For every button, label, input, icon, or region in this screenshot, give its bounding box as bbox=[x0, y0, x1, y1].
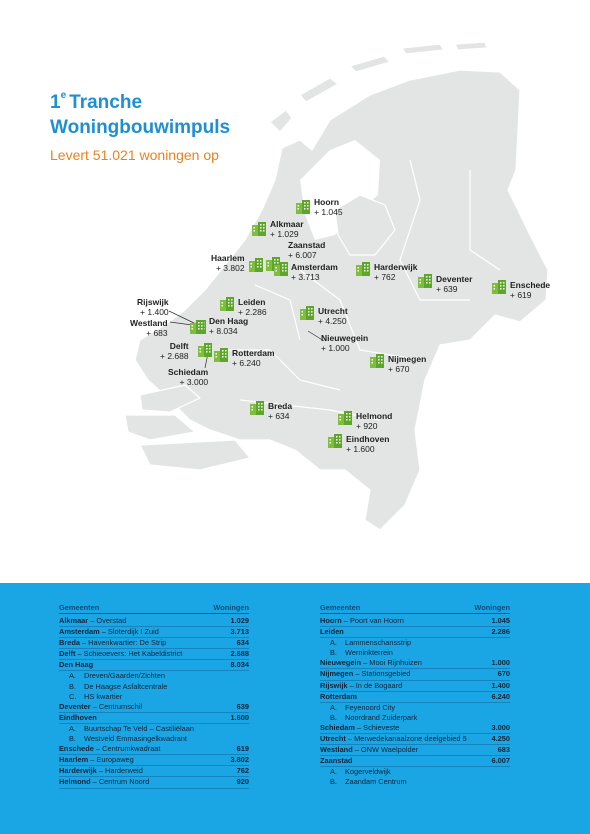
table-subrow bbox=[320, 648, 510, 658]
gemeente-cell bbox=[59, 766, 143, 776]
wadden-island bbox=[270, 110, 292, 132]
subrow-text: Noordrand Zuiderpark bbox=[345, 712, 418, 722]
housing-icon bbox=[252, 222, 266, 236]
table-row bbox=[59, 616, 249, 627]
city-name: Breda bbox=[268, 401, 293, 411]
gemeente-cell bbox=[59, 616, 126, 626]
gemeente-cell bbox=[59, 649, 182, 659]
gemeente-cell bbox=[59, 744, 160, 754]
subtitle: Levert 51.021 woningen op bbox=[50, 147, 219, 163]
city-label bbox=[137, 297, 169, 317]
subrow-text: Lammenschansstrip bbox=[345, 638, 412, 648]
woningen-cell: 3.000 bbox=[491, 722, 510, 732]
gemeente-name: Enschede bbox=[59, 744, 94, 754]
housing-icon bbox=[492, 280, 506, 294]
table-panel bbox=[0, 583, 590, 834]
table-row bbox=[320, 734, 510, 745]
subrow-key: B. bbox=[69, 734, 76, 744]
woningen-cell: 619 bbox=[236, 744, 249, 754]
gemeente-cell bbox=[59, 627, 159, 637]
city-label bbox=[268, 401, 292, 421]
gemeente-cell bbox=[320, 734, 467, 744]
table-row bbox=[59, 660, 249, 671]
housing-icon bbox=[328, 434, 342, 448]
woningen-cell: 1.045 bbox=[491, 616, 510, 625]
housing-icon bbox=[370, 354, 384, 368]
city-name: Nieuwegein bbox=[321, 333, 369, 343]
city-label bbox=[388, 354, 426, 374]
city-value: + 1.600 bbox=[346, 444, 375, 454]
header-woningen: Woningen bbox=[213, 603, 249, 612]
city-value: + 670 bbox=[388, 364, 410, 374]
city-name: Rijswijk bbox=[137, 297, 169, 307]
wadden-island bbox=[350, 56, 390, 72]
city-value: + 634 bbox=[268, 411, 290, 421]
city-name: Nijmegen bbox=[388, 354, 427, 364]
table-row bbox=[59, 777, 249, 788]
table-rows-left bbox=[59, 616, 249, 789]
woningen-cell: 634 bbox=[236, 638, 249, 648]
project-name: – Overstad bbox=[88, 616, 127, 625]
table-row bbox=[59, 638, 249, 649]
city-name: Delft bbox=[169, 341, 189, 351]
woningen-cell: 639 bbox=[236, 701, 249, 711]
gemeente-cell bbox=[59, 702, 142, 712]
city-name: Den Haag bbox=[209, 316, 249, 326]
city-value: + 6.240 bbox=[232, 358, 261, 368]
table-row bbox=[59, 649, 249, 660]
table-subrow bbox=[59, 671, 249, 681]
gemeente-name: Leiden bbox=[320, 627, 344, 637]
city-value: + 762 bbox=[374, 272, 396, 282]
city-label bbox=[209, 316, 248, 336]
gemeente-name: Westland bbox=[320, 745, 353, 755]
table-row bbox=[320, 745, 510, 756]
city-label bbox=[321, 333, 368, 353]
city-value: + 2.286 bbox=[238, 307, 267, 317]
subrow-text: Kogerveldwijk bbox=[345, 767, 391, 777]
city-label bbox=[160, 341, 189, 361]
gemeente-name: Den Haag bbox=[59, 660, 94, 670]
housing-icon bbox=[249, 258, 263, 272]
city-label bbox=[238, 297, 267, 317]
gemeente-name: Rotterdam bbox=[320, 691, 357, 701]
table-row bbox=[320, 723, 510, 734]
gemeente-name: Hoorn bbox=[320, 616, 342, 625]
subrow-text: Feyenoord City bbox=[345, 702, 396, 712]
gemeente-name: Utrecht bbox=[320, 734, 346, 744]
project-name: – Merwedekanaalzone deelgebied 5 bbox=[345, 734, 467, 744]
city-value: + 619 bbox=[510, 290, 532, 300]
woningen-cell: 762 bbox=[236, 766, 249, 776]
housing-icon bbox=[300, 306, 314, 320]
project-name: – Harderweid bbox=[96, 766, 143, 776]
city-value: + 3.713 bbox=[291, 272, 320, 282]
table-row bbox=[59, 627, 249, 638]
project-name: – In de Bogaard bbox=[347, 680, 403, 690]
city-label bbox=[288, 240, 325, 260]
housing-icon bbox=[190, 320, 204, 334]
housing-icon bbox=[274, 262, 288, 276]
gemeente-name: Haarlem bbox=[59, 755, 89, 765]
table-row bbox=[59, 755, 249, 766]
gemeente-name: Rijswijk bbox=[320, 680, 348, 690]
housing-icon bbox=[198, 343, 212, 357]
header-gemeenten: Gemeenten bbox=[59, 603, 100, 612]
table-row bbox=[59, 702, 249, 713]
project-name: – Centrumkwadraat bbox=[93, 744, 161, 754]
title-line2: Woningbouwimpuls bbox=[50, 117, 231, 138]
city-label bbox=[232, 348, 275, 368]
woningen-cell: 1.400 bbox=[491, 680, 510, 690]
woningen-cell: 6.240 bbox=[491, 691, 510, 701]
woningen-cell: 670 bbox=[497, 669, 510, 679]
housing-icon bbox=[338, 411, 352, 425]
woningen-cell: 683 bbox=[497, 745, 510, 755]
city-label bbox=[510, 280, 550, 300]
city-value: + 920 bbox=[356, 421, 378, 431]
table-row bbox=[59, 744, 249, 755]
gemeente-cell bbox=[320, 692, 357, 702]
gemeente-name: Schiedam bbox=[320, 722, 355, 732]
table-row bbox=[320, 756, 510, 767]
table-header bbox=[320, 603, 510, 614]
table-row bbox=[320, 692, 510, 703]
city-name: Zaanstad bbox=[288, 240, 326, 250]
gemeente-name: Nijmegen bbox=[320, 669, 354, 679]
gemeente-cell bbox=[320, 681, 402, 691]
housing-icon bbox=[418, 274, 432, 288]
city-name: Enschede bbox=[510, 280, 551, 290]
subrow-key: A. bbox=[330, 702, 337, 712]
gemeente-cell bbox=[320, 616, 404, 626]
subrow-text: Buurtschap Te Veld – Castiliëlaan bbox=[84, 723, 194, 733]
city-name: Eindhoven bbox=[346, 434, 390, 444]
table-column-left bbox=[59, 603, 249, 789]
table-header bbox=[59, 603, 249, 614]
woningen-cell: 1.000 bbox=[491, 658, 510, 668]
subrow-key: A. bbox=[330, 767, 337, 777]
city-name: Deventer bbox=[436, 274, 473, 284]
project-name: – Mooi Rijnhuizen bbox=[361, 658, 422, 668]
gemeente-cell bbox=[59, 660, 93, 670]
housing-icon bbox=[296, 200, 310, 214]
project-name: – Havenkwartier: De Strip bbox=[79, 638, 167, 648]
table-subrow bbox=[59, 724, 249, 734]
gemeente-name: Alkmaar bbox=[59, 616, 89, 625]
city-name: Utrecht bbox=[318, 306, 348, 316]
gemeente-name: Delft bbox=[59, 649, 76, 659]
housing-icon bbox=[356, 262, 370, 276]
table-row bbox=[320, 616, 510, 627]
header-gemeenten: Gemeenten bbox=[320, 603, 361, 612]
table-row bbox=[320, 627, 510, 638]
table-row bbox=[320, 669, 510, 680]
city-name: Leiden bbox=[238, 297, 266, 307]
gemeente-cell bbox=[320, 658, 422, 668]
city-name: Westland bbox=[130, 318, 168, 328]
subrow-text: Dreven/Gaarden/Zichten bbox=[84, 671, 165, 681]
city-name: Amsterdam bbox=[291, 262, 338, 272]
woningen-cell: 1.600 bbox=[230, 712, 249, 722]
wadden-island bbox=[402, 44, 444, 54]
woningen-cell: 2.286 bbox=[491, 627, 510, 637]
city-label bbox=[314, 197, 343, 217]
woningen-cell: 4.250 bbox=[491, 734, 510, 744]
project-name: – Schieoevers: Het Kabeldistrict bbox=[75, 649, 183, 659]
city-label bbox=[270, 219, 304, 239]
table-subrow bbox=[320, 777, 510, 787]
city-value: + 1.000 bbox=[321, 343, 350, 353]
subrow-text: Westveld Emmasingelkwadrant bbox=[84, 734, 187, 744]
gemeente-cell bbox=[320, 745, 418, 755]
city-value: + 639 bbox=[436, 284, 458, 294]
city-name: Harderwijk bbox=[374, 262, 418, 272]
city-label bbox=[291, 262, 338, 282]
subrow-text: Werninkterrein bbox=[345, 648, 393, 658]
table-subrow bbox=[59, 734, 249, 744]
project-name: – Schieveste bbox=[354, 722, 400, 732]
wadden-island bbox=[455, 42, 487, 50]
gemeente-name: Nieuwegein bbox=[320, 658, 362, 668]
city-label bbox=[356, 411, 392, 431]
city-value: + 3.000 bbox=[179, 377, 209, 387]
gemeente-name: Deventer bbox=[59, 701, 91, 711]
city-value: + 1.400 bbox=[140, 307, 169, 317]
housing-icon bbox=[214, 348, 228, 362]
title-line1: 1e Tranche bbox=[50, 90, 143, 113]
subrow-key: A. bbox=[69, 671, 76, 681]
city-value: + 1.029 bbox=[270, 229, 299, 239]
project-name: – ONW Waelpolder bbox=[352, 745, 419, 755]
table-subrow bbox=[59, 692, 249, 702]
gemeente-name: Amsterdam bbox=[59, 627, 100, 637]
subrow-text: De Haagse Asfaltcentrale bbox=[84, 681, 168, 691]
gemeente-cell bbox=[320, 669, 410, 679]
city-value: + 8.034 bbox=[209, 326, 238, 336]
city-name: Schiedam bbox=[168, 367, 209, 377]
table-subrow bbox=[320, 713, 510, 723]
gemeente-cell bbox=[320, 627, 344, 637]
project-name: – Centrumschil bbox=[90, 701, 142, 711]
gemeente-name: Harderwijk bbox=[59, 766, 97, 776]
city-value: + 3.802 bbox=[215, 263, 245, 273]
woningen-cell: 3.802 bbox=[230, 755, 249, 765]
project-name: – Centrum Noord bbox=[90, 777, 150, 787]
gemeente-name: Breda bbox=[59, 638, 80, 648]
header-woningen: Woningen bbox=[474, 603, 510, 612]
city-label bbox=[374, 262, 417, 282]
project-name: – Sloterdijk I Zuid bbox=[99, 627, 159, 637]
city-label bbox=[168, 367, 208, 387]
project-name: – Europaweg bbox=[88, 755, 134, 765]
gemeente-cell bbox=[59, 713, 97, 723]
table-row bbox=[320, 681, 510, 692]
gemeente-cell bbox=[59, 777, 149, 787]
woningen-cell: 2.688 bbox=[230, 649, 249, 659]
gemeente-cell bbox=[59, 755, 134, 765]
city-name: Helmond bbox=[356, 411, 393, 421]
subrow-text: HS kwartier bbox=[84, 691, 123, 701]
city-name: Haarlem bbox=[211, 253, 245, 263]
table-row bbox=[59, 713, 249, 724]
woningen-cell: 3.713 bbox=[230, 627, 249, 637]
subrow-key: A. bbox=[69, 723, 76, 733]
subrow-key: B. bbox=[69, 681, 76, 691]
gemeente-name: Zaanstad bbox=[320, 756, 353, 766]
city-value: + 6.007 bbox=[288, 250, 317, 260]
city-label bbox=[346, 434, 389, 454]
zeeland-island bbox=[140, 440, 250, 470]
woningen-cell: 1.029 bbox=[230, 616, 249, 625]
gemeente-cell bbox=[320, 723, 399, 733]
city-value: + 2.688 bbox=[160, 351, 189, 361]
table-column-right bbox=[320, 603, 510, 788]
subrow-key: A. bbox=[330, 638, 337, 648]
table-rows-right bbox=[320, 616, 510, 788]
woningen-cell: 920 bbox=[236, 777, 249, 787]
table-row bbox=[59, 766, 249, 777]
city-label bbox=[130, 318, 168, 338]
woningen-cell: 6.007 bbox=[491, 756, 510, 766]
city-label bbox=[211, 253, 245, 273]
subrow-key: B. bbox=[330, 648, 337, 658]
city-value: + 4.250 bbox=[318, 316, 347, 326]
city-label bbox=[318, 306, 348, 326]
subrow-text: Zaandam Centrum bbox=[345, 777, 407, 787]
table-row bbox=[320, 658, 510, 669]
city-name: Rotterdam bbox=[232, 348, 275, 358]
gemeente-name: Helmond bbox=[59, 777, 91, 787]
housing-icon bbox=[250, 401, 264, 415]
table-subrow bbox=[320, 767, 510, 777]
city-name: Alkmaar bbox=[270, 219, 304, 229]
table-subrow bbox=[320, 638, 510, 648]
subrow-key: B. bbox=[330, 777, 337, 787]
subrow-key: C. bbox=[69, 691, 77, 701]
city-name: Hoorn bbox=[314, 197, 340, 207]
city-label bbox=[436, 274, 472, 294]
wadden-island bbox=[300, 78, 338, 102]
gemeente-name: Eindhoven bbox=[59, 712, 97, 722]
project-name: – Stationsgebied bbox=[353, 669, 411, 679]
woningen-cell: 8.034 bbox=[230, 660, 249, 670]
city-value: + 1.045 bbox=[314, 207, 343, 217]
city-value: + 683 bbox=[146, 328, 168, 338]
table-subrow bbox=[320, 703, 510, 713]
subrow-key: B. bbox=[330, 712, 337, 722]
gemeente-cell bbox=[59, 638, 166, 648]
project-name: – Poort van Hoorn bbox=[341, 616, 404, 625]
table-subrow bbox=[59, 682, 249, 692]
housing-icon bbox=[220, 297, 234, 311]
gemeente-cell bbox=[320, 756, 352, 766]
zeeland-island bbox=[125, 415, 195, 440]
